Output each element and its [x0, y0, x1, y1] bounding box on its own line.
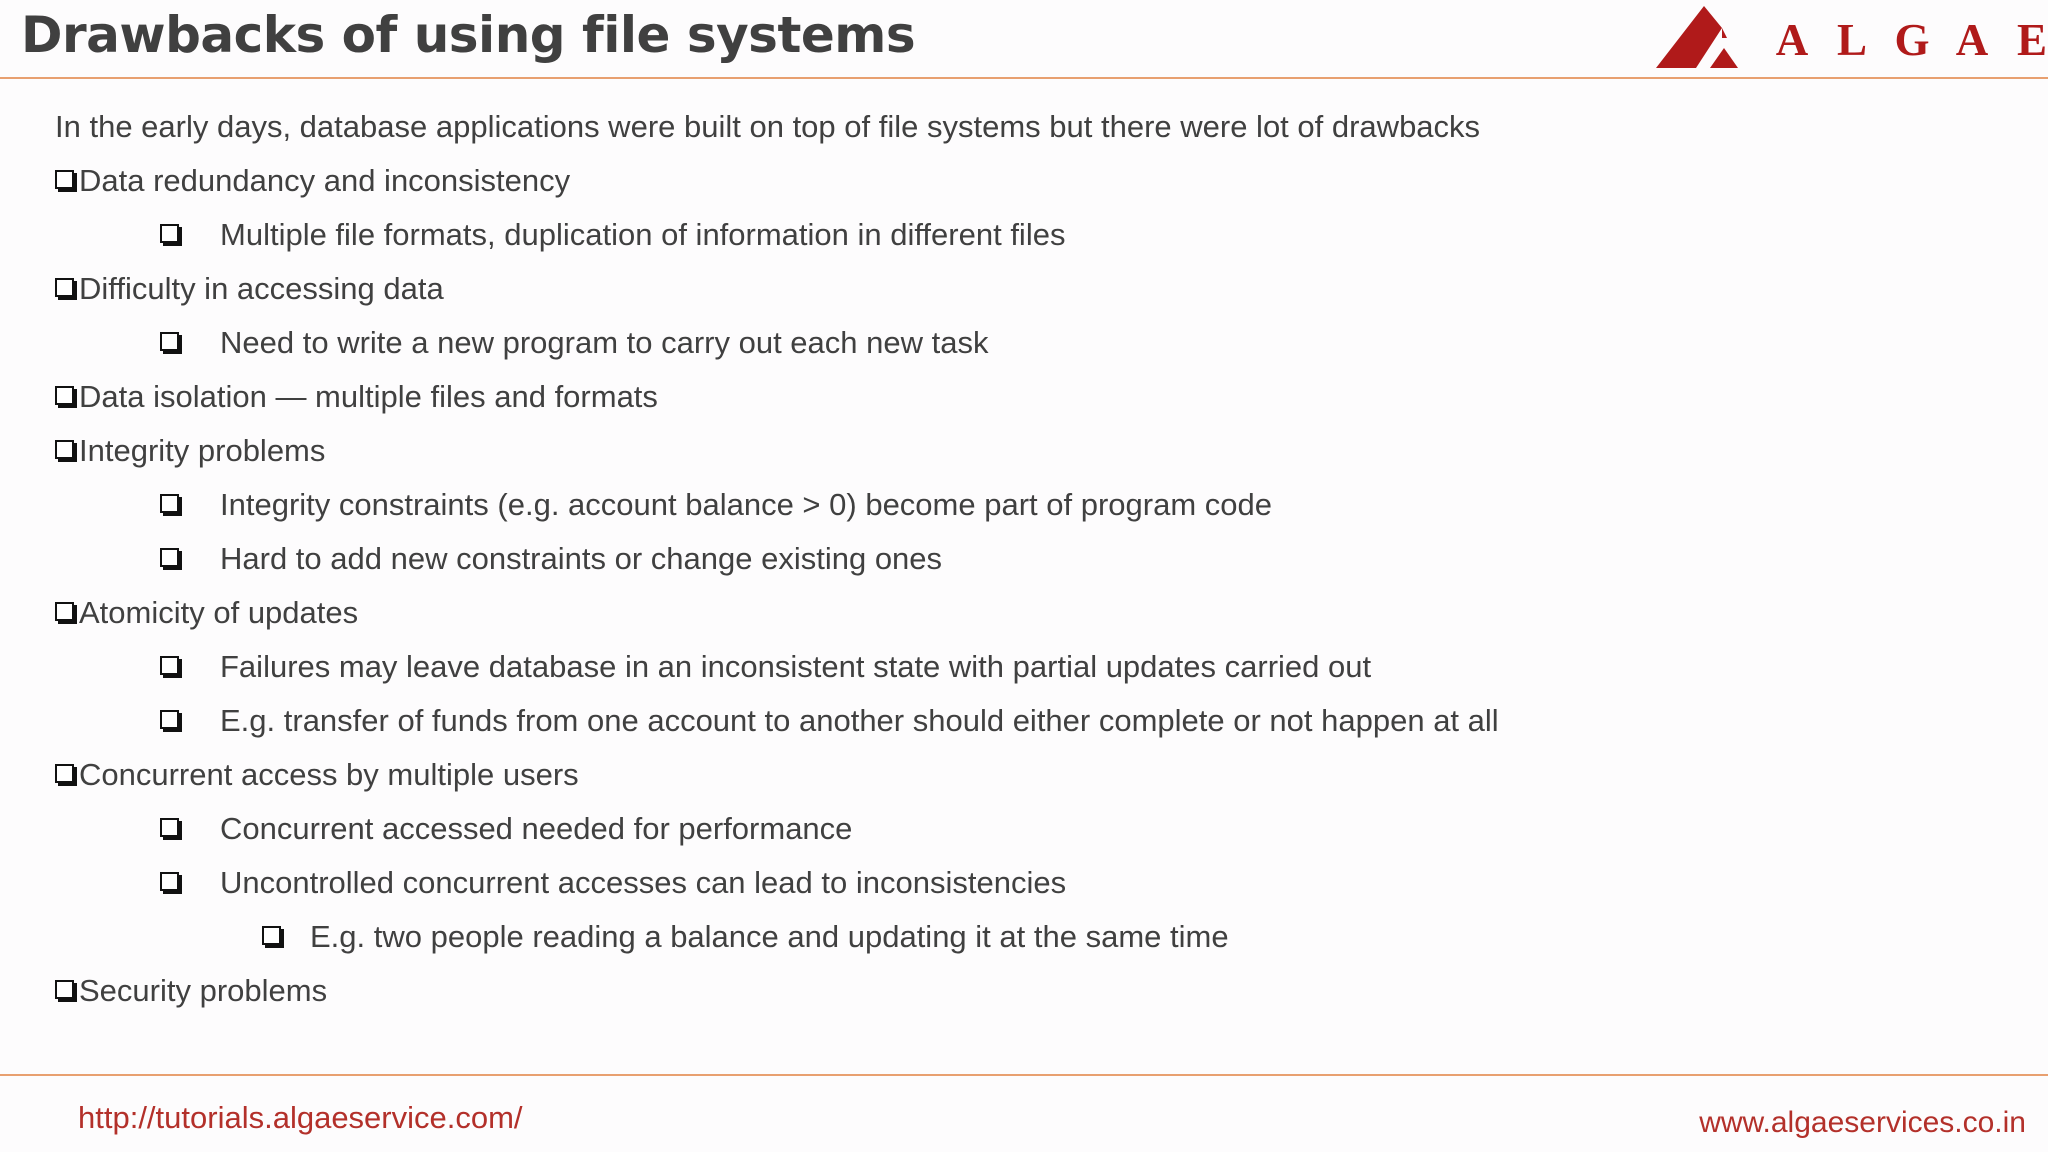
- checkbox-bullet-icon: [55, 980, 74, 999]
- bullet-text: E.g. two people reading a balance and updating it at the same time: [310, 919, 1229, 954]
- checkbox-bullet-icon: [160, 710, 179, 729]
- checkbox-bullet-icon: [160, 872, 179, 891]
- checkbox-bullet-icon: [160, 224, 179, 243]
- bullet-text: Integrity constraints (e.g. account balance > 0) become part of program code: [220, 487, 1272, 522]
- slide-header: [0, 0, 2048, 79]
- checkbox-bullet-icon: [55, 278, 74, 297]
- checkbox-bullet-icon: [160, 494, 179, 513]
- slide-title: Drawbacks of using file systems: [21, 6, 916, 64]
- checkbox-bullet-icon: [55, 440, 74, 459]
- bullet-text: Uncontrolled concurrent accesses can lead to inconsistencies: [220, 865, 1067, 900]
- footer-website-link[interactable]: www.algaeservices.co.in: [1699, 1106, 2026, 1139]
- logo-letter: A: [1775, 15, 1809, 65]
- checkbox-bullet-icon: [55, 764, 74, 783]
- bullet-text: Data isolation — multiple files and formats: [79, 379, 658, 414]
- logo-letter: G: [1894, 15, 1930, 65]
- bullet-text: Concurrent access by multiple users: [79, 757, 579, 792]
- bullet-text: Integrity problems: [79, 433, 326, 468]
- checkbox-bullet-icon: [160, 818, 179, 837]
- bullet-text: Security problems: [79, 973, 328, 1008]
- bullet-text: Hard to add new constraints or change existing ones: [220, 541, 943, 576]
- checkbox-bullet-icon: [55, 386, 74, 405]
- bullet-text: Atomicity of updates: [79, 595, 359, 630]
- bullet-text: Need to write a new program to carry out each new task: [220, 325, 989, 360]
- intro-text: In the early days, database applications were built on top of file systems but there were lot of drawbacks: [55, 109, 1481, 144]
- checkbox-bullet-icon: [160, 656, 179, 675]
- logo-letters: [1762, 10, 2048, 70]
- bullet-text: E.g. transfer of funds from one account to another should either complete or not happen at all: [220, 703, 1499, 738]
- logo-letter: A: [1955, 15, 1989, 65]
- checkbox-bullet-icon: [262, 926, 281, 945]
- checkbox-bullet-icon: [55, 170, 74, 189]
- algae-logo: [1656, 4, 2048, 74]
- checkbox-bullet-icon: [160, 548, 179, 567]
- footer-tutorials-link[interactable]: http://tutorials.algaeservice.com/: [78, 1100, 523, 1135]
- checkbox-bullet-icon: [55, 602, 74, 621]
- logo-triangle-icon: [1656, 4, 1766, 74]
- checkbox-bullet-icon: [160, 332, 179, 351]
- bullet-text: Difficulty in accessing data: [79, 271, 444, 306]
- logo-letter: E: [2016, 15, 2047, 65]
- bullet-text: Data redundancy and inconsistency: [79, 163, 571, 198]
- bullet-text: Concurrent accessed needed for performance: [220, 811, 853, 846]
- bullet-text: Multiple file formats, duplication of information in different files: [220, 217, 1066, 252]
- logo-letter: L: [1836, 15, 1867, 65]
- bullet-text: Failures may leave database in an inconsistent state with partial updates carried out: [220, 649, 1372, 684]
- footer-divider: [0, 1074, 2048, 1076]
